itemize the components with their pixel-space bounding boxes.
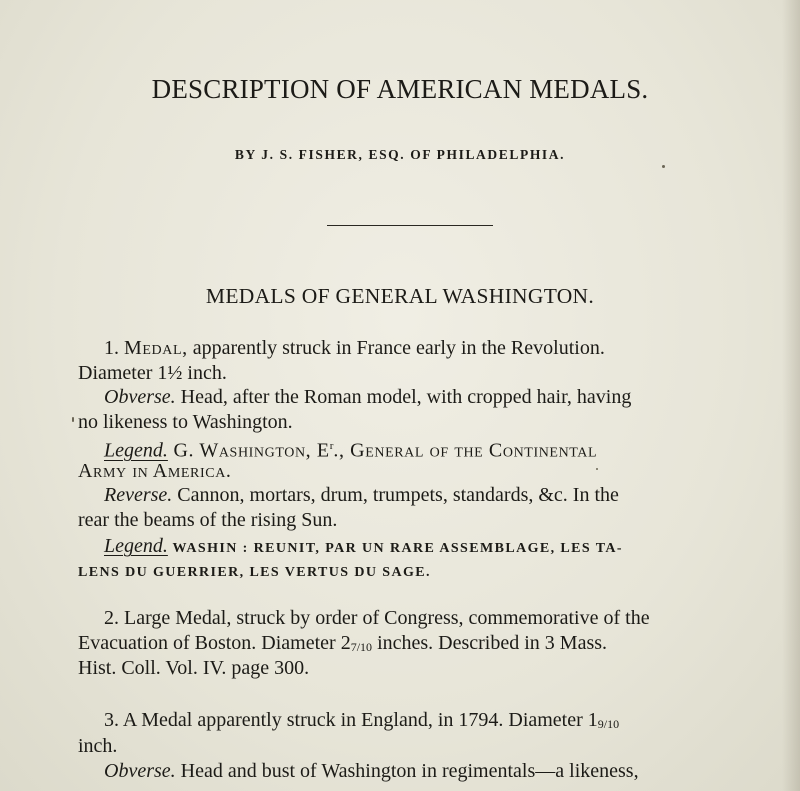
obverse-text: Head and bust of Washington in regimentals—a likeness, [175,760,639,782]
entry-text: 3. A Medal apparently struck in England, in 1794. Diameter 1 [104,709,598,731]
paper-speck [596,468,598,470]
entry-text: inches. Described in 3 Mass. [372,632,608,654]
entry-1-legend-cont: Army in America. [78,460,232,482]
obverse-label: Obverse. [104,386,176,408]
paper-speck [72,417,74,422]
fraction: 9/10 [597,717,620,731]
entry-number: 1. [104,337,119,359]
legend-label: Legend. [104,535,168,557]
entry-2-line-3: Hist. Coll. Vol. IV. page 300. [78,657,310,679]
entry-1-line-2: Diameter 1½ inch. [78,362,227,384]
entry-3-line-1 [104,708,619,736]
legend-superscript: r [329,440,334,452]
reverse-label: Reverse. [104,484,173,506]
page-edge-shadow [782,0,800,791]
obverse-label: Obverse. [104,760,176,782]
legend-label: Legend. [104,439,168,462]
entry-3-line-2: inch. [78,735,118,757]
entry-1-reverse-cont: rear the beams of the rising Sun. [78,509,338,531]
legend-text: G. Washington, E [167,439,330,462]
legend-text-b: ., General of the Continental [333,439,598,462]
entry-3-obverse [104,759,639,783]
paper-speck [662,165,665,168]
entry-1-obverse [104,385,631,409]
author-byline: BY J. S. FISHER, ESQ. OF PHILADELPHIA. [234,147,566,162]
entry-2-line-2 [78,631,607,659]
page-title: DESCRIPTION OF AMERICAN MEDALS. [151,74,649,104]
obverse-text: Head, after the Roman model, with cropped hair, having [175,386,632,408]
section-heading: MEDALS OF GENERAL WASHINGTON. [205,284,595,308]
entry-2-line-1: 2. Large Medal, struck by order of Congress, commemorative of the [104,607,650,629]
reverse-text: Cannon, mortars, drum, trumpets, standards, &c. In the [172,484,619,506]
entry-text: apparently struck in France early in the Revolution. [187,337,605,359]
entry-1-legend-2 [104,534,623,561]
entry-1-reverse [104,483,619,507]
legend-french-text: WASHIN : REUNIT, PAR UN RARE ASSEMBLAGE, LES TA- [167,541,623,556]
entry-text: Evacuation of Boston. Diameter 2 [78,632,351,654]
fraction: 7/10 [350,640,373,654]
medal-word: Medal, [124,337,188,359]
entry-1-obverse-cont: no likeness to Washington. [78,411,293,433]
divider-rule [327,225,493,226]
entry-1-line-1 [104,336,605,360]
entry-1-legend-2-cont: LENS DU GUERRIER, LES VERTUS DU SAGE. [78,565,431,580]
